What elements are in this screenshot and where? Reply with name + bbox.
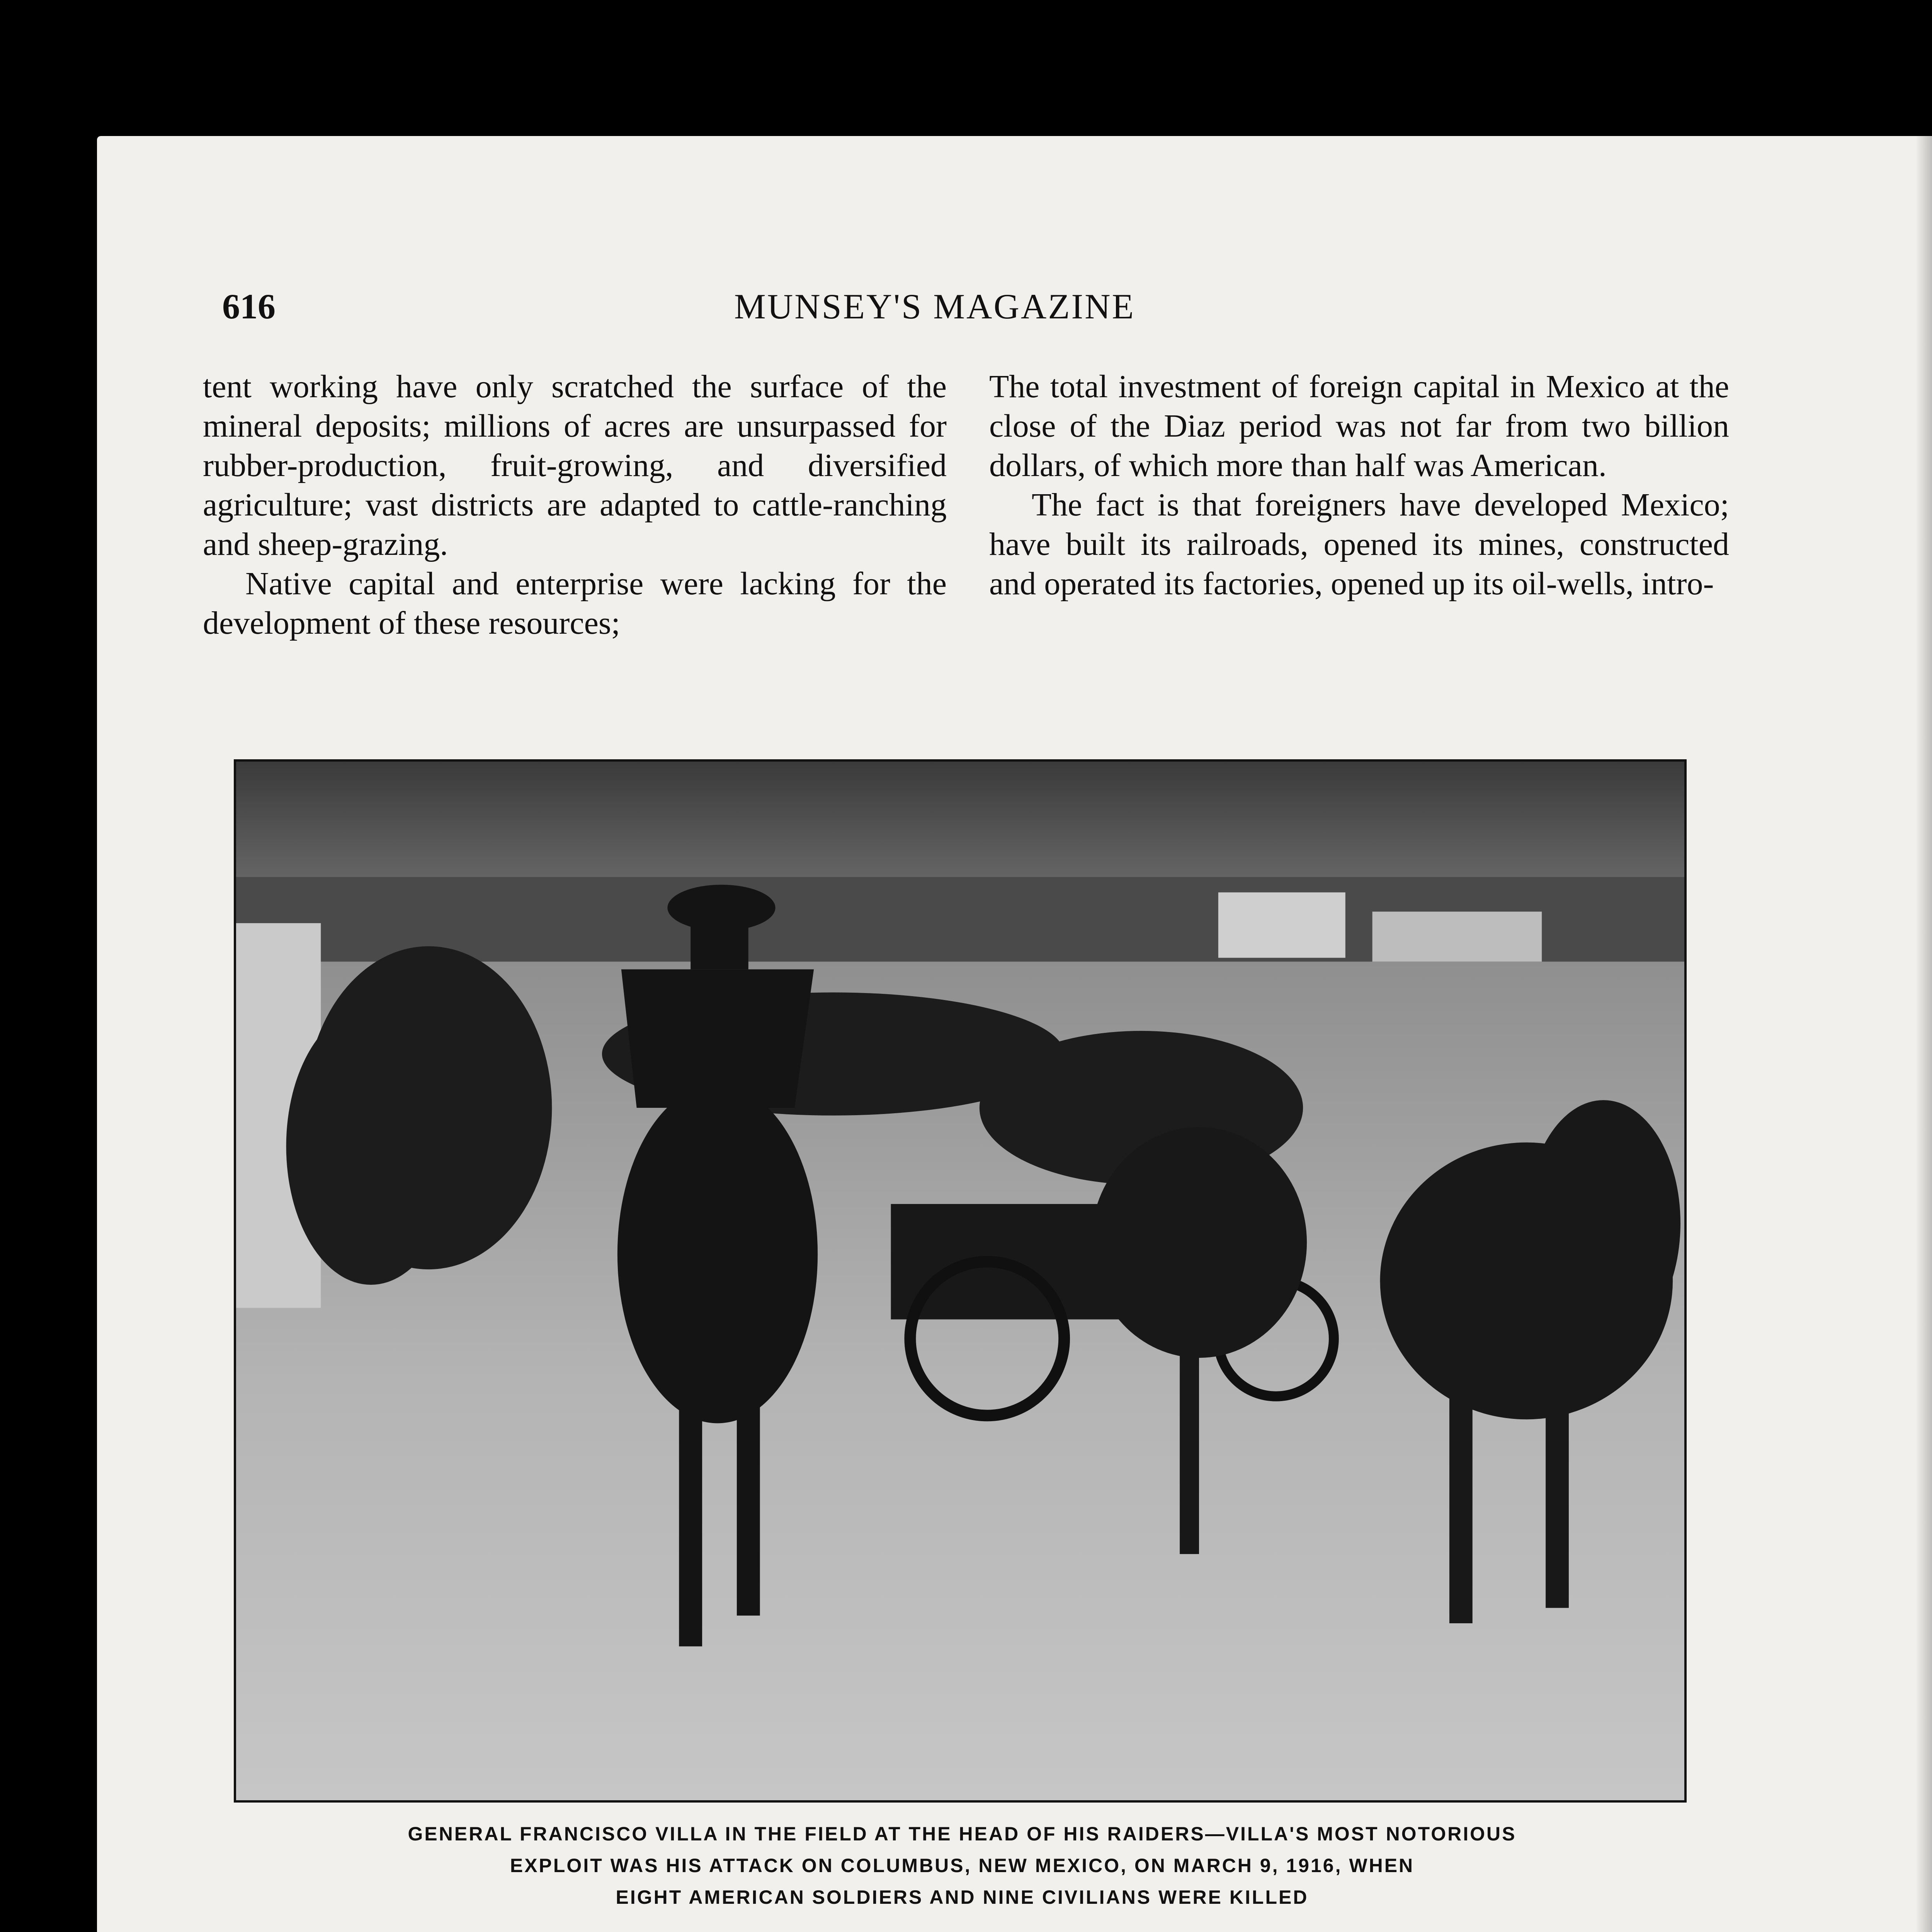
paragraph: tent working have only scratched the surface of the mineral deposits; millions of acres are unsurpassed for rubber-production, fruit-growing, and diversified agriculture; vast districts are adapted to cattle-ranching and sheep-grazing.: [203, 369, 947, 562]
top-left-column: [203, 367, 947, 643]
distant-building: [1372, 912, 1542, 961]
caption-line: GENERAL FRANCISCO VILLA IN THE FIELD AT THE HEAD OF HIS RAIDERS—VILLA'S MOST NOTORIOUS: [408, 1823, 1517, 1845]
photograph-villa-raiders: [234, 759, 1687, 1803]
photo-illustration: [236, 762, 1684, 1800]
distant-building: [1218, 892, 1345, 957]
photo-caption: [216, 1818, 1708, 1913]
top-right-column: [989, 367, 1729, 604]
paragraph: The total investment of foreign capital in Mexico at the close of the Diaz period was not far from two billion dollars, of which more than half was American.: [989, 369, 1729, 483]
sky: [236, 762, 1684, 892]
paragraph: Native capital and enterprise were lacking for the development of these resources;: [203, 566, 947, 641]
caption-line: EIGHT AMERICAN SOLDIERS AND NINE CIVILIANS WERE KILLED: [616, 1886, 1309, 1908]
page-gutter-shadow: [1917, 136, 1932, 1932]
running-head: MUNSEY'S MAGAZINE: [734, 287, 1135, 326]
paragraph: The fact is that foreigners have developed Mexico; have built its railroads, opened its mines, constructed and operated its factories, opened up its oil-wells, intro-: [989, 487, 1729, 602]
page-number: 616: [222, 287, 276, 326]
caption-line: EXPLOIT WAS HIS ATTACK ON COLUMBUS, NEW MEXICO, ON MARCH 9, 1916, WHEN: [510, 1855, 1415, 1876]
